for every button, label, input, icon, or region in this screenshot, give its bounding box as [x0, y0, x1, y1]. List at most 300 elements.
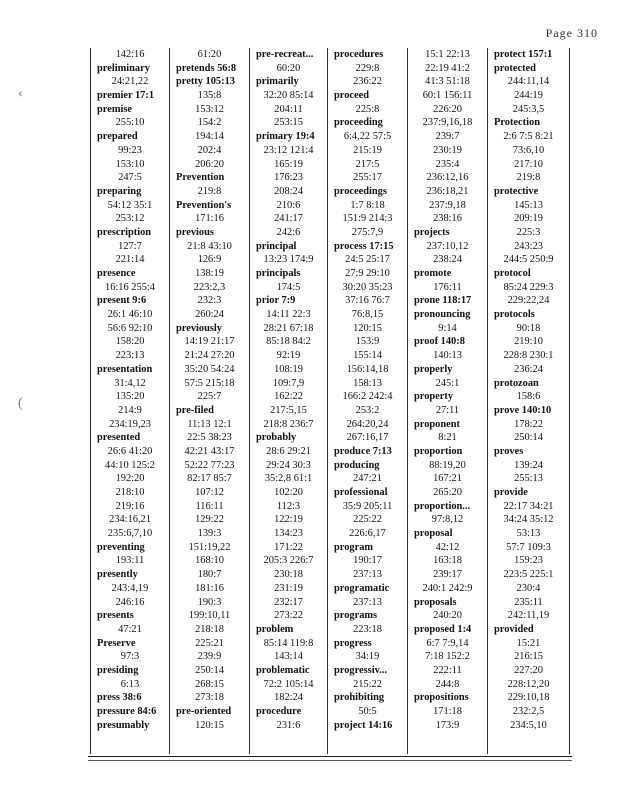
index-reference: 219:10 [514, 336, 543, 348]
index-reference: 165:19 [274, 158, 303, 170]
index-reference: 208:24 [274, 185, 303, 197]
index-reference: 236:22 [353, 76, 382, 88]
index-term: previous [176, 226, 214, 238]
index-reference: 225:8 [355, 103, 380, 115]
index-reference: 41:3 51:18 [425, 76, 470, 88]
index-reference: 29:24 30:3 [266, 459, 311, 471]
index-reference: 35:2,8 61:1 [264, 473, 313, 485]
index-column-1 [91, 48, 169, 754]
index-reference: 57:5 215:18 [184, 377, 235, 389]
index-term: pre-oriented [176, 706, 232, 717]
index-term: proceed [334, 90, 370, 102]
index-reference: 176:23 [274, 172, 303, 184]
index-reference: 73:6,10 [512, 144, 545, 156]
index-reference: 232:3 [197, 295, 222, 307]
index-reference: 171:18 [433, 706, 462, 717]
index-term: prescription [97, 226, 152, 238]
index-reference: 167:21 [433, 473, 462, 485]
index-term: provide [494, 487, 528, 498]
index-reference: 205:3 226:7 [263, 555, 314, 567]
index-reference: 239:7 [435, 131, 460, 143]
index-reference: 155:14 [353, 350, 382, 362]
index-reference: 245:3,5 [512, 103, 545, 115]
index-term: pre-recreat... [256, 49, 314, 60]
index-reference: 246:16 [115, 596, 145, 608]
index-reference: 176:11 [433, 281, 462, 293]
index-term: pretends 56:8 [176, 62, 237, 74]
index-term: presents [97, 610, 134, 622]
index-term: Protection [494, 117, 540, 129]
index-reference: 250:14 [514, 432, 543, 444]
index-term: Preserve [97, 637, 136, 649]
index-reference: 154:2 [197, 117, 222, 129]
index-term: programs [334, 610, 378, 622]
index-column-5 [407, 48, 487, 754]
index-column-2 [169, 48, 249, 754]
index-reference: 53:13 [516, 528, 541, 540]
index-reference: 231:6 [276, 719, 301, 731]
index-reference: 82:17 85:7 [187, 473, 232, 485]
index-reference: 112:3 [276, 500, 301, 512]
index-term: preparing [97, 185, 142, 197]
index-reference: 85:24 229:3 [503, 281, 554, 293]
index-reference: 44:10 125:2 [105, 459, 155, 471]
index-reference: 255:17 [353, 172, 382, 184]
index-reference: 235:6,7,10 [107, 528, 153, 540]
index-reference: 42:21 43:17 [184, 445, 235, 457]
index-reference: 173:9 [435, 719, 460, 731]
index-reference: 225:3 [516, 226, 541, 238]
index-reference: 26:6 41:20 [107, 445, 153, 457]
index-reference: 27:11 [435, 404, 460, 416]
index-reference: 151:9 214:3 [342, 213, 393, 225]
index-term: professional [334, 487, 388, 498]
index-reference: 109:7,9 [272, 377, 305, 389]
index-reference: 237:9,18 [429, 199, 466, 211]
index-reference: 240:1 242:9 [422, 582, 473, 594]
index-reference: 273:18 [195, 692, 224, 704]
index-reference: 253:2 [355, 404, 380, 416]
index-term: protocols [494, 309, 535, 321]
index-term: problem [256, 623, 294, 635]
index-term: promote [414, 268, 452, 279]
index-reference: 24:5 25:17 [345, 254, 390, 266]
index-reference: 151:19,22 [188, 541, 231, 553]
index-term: proposed 1:4 [414, 623, 472, 635]
index-reference: 182:24 [274, 692, 303, 704]
index-term: propositions [414, 692, 469, 704]
index-reference: 230:4 [516, 582, 541, 594]
index-term: presently [97, 569, 138, 581]
index-term: pre-filed [176, 404, 214, 416]
index-reference: 218:18 [195, 623, 224, 635]
index-reference: 22:17 34:21 [503, 500, 554, 512]
index-term: provided [494, 623, 534, 635]
index-term: principals [256, 268, 301, 279]
word-index-table [90, 48, 570, 754]
index-reference: 21:24 27:20 [184, 350, 235, 362]
index-term: protected [494, 62, 536, 74]
index-reference: 217:5 [355, 158, 380, 170]
index-reference: 122:19 [274, 514, 303, 526]
index-reference: 15:1 22:13 [425, 49, 470, 60]
index-term: protective [494, 185, 539, 197]
index-reference: 120:15 [195, 719, 224, 731]
index-reference: 250:14 [195, 664, 224, 676]
index-reference: 35:9 205:11 [342, 500, 393, 512]
index-reference: 230:19 [433, 144, 462, 156]
index-term: proof 140:8 [414, 336, 465, 348]
index-reference: 47:21 [118, 623, 142, 635]
index-term: press 38:6 [97, 692, 142, 704]
index-term: prohibiting [334, 692, 385, 704]
index-reference: 231:19 [274, 582, 303, 594]
index-term: preventing [97, 541, 145, 553]
index-reference: 171:22 [274, 541, 303, 553]
index-reference: 238:16 [433, 213, 462, 225]
index-reference: 1:7 8:18 [350, 199, 385, 211]
index-reference: 174:5 [276, 281, 301, 293]
index-reference: 163:18 [433, 555, 462, 567]
index-reference: 192:20 [115, 473, 145, 485]
index-reference: 158:6 [516, 391, 541, 403]
index-reference: 223:5 225:1 [503, 569, 554, 581]
index-reference: 26:1 46:10 [107, 309, 153, 321]
index-reference: 226:6,17 [349, 528, 386, 540]
index-reference: 245:1 [435, 377, 460, 389]
index-term: principal [256, 240, 297, 252]
index-reference: 242:6 [276, 226, 301, 238]
index-reference: 153:12 [195, 103, 224, 115]
index-reference: 235:4 [435, 158, 460, 170]
index-term: presentation [97, 363, 153, 375]
index-reference: 31:4,12 [114, 377, 146, 389]
index-reference: 21:8 43:10 [187, 240, 232, 252]
index-term: producing [334, 459, 380, 471]
index-reference: 60:20 [276, 62, 301, 74]
index-reference: 166:2 242:4 [342, 391, 393, 403]
index-reference: 228:8 230:1 [503, 350, 554, 362]
index-reference: 223:18 [353, 623, 382, 635]
index-reference: 237:10,12 [426, 240, 469, 252]
index-reference: 178:22 [514, 418, 543, 430]
index-reference: 234:16,21 [109, 514, 151, 526]
index-reference: 229:8 [355, 62, 380, 74]
index-reference: 215:22 [353, 678, 382, 690]
index-term: pressure 84:6 [97, 706, 157, 717]
index-reference: 129:22 [195, 514, 224, 526]
index-reference: 6:13 [120, 678, 140, 690]
index-reference: 225:7 [197, 391, 222, 403]
index-reference: 234:19,23 [109, 418, 151, 430]
index-reference: 204:11 [274, 103, 303, 115]
index-term: primarily [256, 76, 299, 88]
index-reference: 267:16,17 [346, 432, 389, 444]
index-term: present 9:6 [97, 295, 147, 307]
index-reference: 232:17 [274, 596, 303, 608]
index-reference: 72:2 105:14 [263, 678, 314, 690]
index-reference: 102:20 [274, 487, 303, 498]
index-reference: 27:9 29:10 [345, 268, 390, 279]
index-reference: 32:20 85:14 [263, 90, 314, 102]
index-term: premise [97, 103, 133, 115]
index-reference: 194:14 [195, 131, 224, 143]
index-reference: 42:12 [435, 541, 460, 553]
index-term: presiding [97, 664, 139, 676]
index-term: progressiv... [334, 664, 388, 676]
index-reference: 153:10 [115, 158, 145, 170]
index-reference: 134:23 [274, 528, 303, 540]
index-reference: 158:20 [115, 336, 145, 348]
index-term: protozoan [494, 377, 539, 389]
index-reference: 237:9,16,18 [422, 117, 473, 129]
index-column-4 [327, 48, 407, 754]
index-reference: 230:18 [274, 569, 303, 581]
index-reference: 241:17 [274, 213, 303, 225]
index-reference: 229:22,24 [507, 295, 550, 307]
index-term: property [414, 391, 454, 403]
bottom-rule [88, 756, 572, 757]
index-reference: 255:13 [514, 473, 543, 485]
index-column-6 [487, 48, 569, 754]
index-reference: 139:24 [514, 459, 543, 471]
index-reference: 23:12 121:4 [263, 144, 314, 156]
index-reference: 237:13 [353, 596, 382, 608]
margin-hole-mark: ( [18, 396, 23, 411]
index-reference: 145:13 [514, 199, 543, 211]
index-reference: 215:19 [353, 144, 382, 156]
index-term: Prevention's [176, 199, 232, 211]
index-reference: 85:18 84:2 [266, 336, 311, 348]
index-term: prove 140:10 [494, 404, 552, 416]
index-reference: 229:10,18 [507, 692, 550, 704]
index-reference: 30:20 35:23 [342, 281, 393, 293]
index-term: presence [97, 268, 136, 279]
index-reference: 57:7 109:3 [506, 541, 551, 553]
index-reference: 221:14 [115, 254, 145, 266]
index-term: protect 157:1 [494, 49, 553, 60]
index-term: proves [494, 445, 524, 457]
index-reference: 22:19 41:2 [425, 62, 470, 74]
index-reference: 143:14 [274, 651, 303, 663]
index-reference: 190:17 [353, 555, 382, 567]
index-term: proposal [414, 528, 453, 540]
index-reference: 35:20 54:24 [184, 363, 235, 375]
index-term: projects [414, 226, 450, 238]
index-reference: 60:1 156:11 [422, 90, 473, 102]
index-reference: 255:10 [115, 117, 145, 129]
index-reference: 52:22 77:23 [184, 459, 235, 471]
index-reference: 235:11 [514, 596, 543, 608]
index-reference: 126:9 [197, 254, 222, 266]
index-reference: 264:20,24 [346, 418, 389, 430]
index-term: prepared [97, 131, 138, 143]
index-reference: 97:8,12 [431, 514, 464, 526]
index-term: presented [97, 432, 141, 444]
index-reference: 168:10 [195, 555, 224, 567]
index-reference: 217:5,15 [270, 404, 307, 416]
index-reference: 28:6 29:21 [266, 445, 311, 457]
index-reference: 225:21 [195, 637, 224, 649]
index-reference: 218:8 236:7 [263, 418, 314, 430]
page-number: Page 310 [545, 26, 598, 40]
index-term: proposals [414, 596, 457, 608]
index-reference: 14:11 22:3 [266, 309, 311, 321]
index-term: primary 19:4 [256, 131, 315, 143]
index-reference: 180:7 [197, 569, 222, 581]
index-reference: 153:9 [355, 336, 380, 348]
index-term: Prevention [176, 172, 225, 184]
index-reference: 236:18,21 [426, 185, 469, 197]
index-reference: 107:12 [195, 487, 224, 498]
bottom-rule-secondary [88, 760, 572, 761]
margin-hole-mark: ‹ [18, 86, 23, 101]
index-reference: 273:22 [274, 610, 303, 622]
index-term: probably [256, 432, 297, 444]
index-term: procedures [334, 49, 384, 60]
index-reference: 159:23 [514, 555, 543, 567]
index-reference: 214:9 [118, 404, 142, 416]
index-reference: 15:21 [516, 637, 541, 649]
index-reference: 219:8 [197, 185, 222, 197]
index-term: procedure [256, 706, 302, 717]
index-reference: 6:7 7:9,14 [426, 637, 469, 649]
index-term: proceedings [334, 185, 387, 197]
index-reference: 199:10,11 [188, 610, 231, 622]
index-reference: 14:19 21:17 [184, 336, 235, 348]
index-reference: 226:20 [433, 103, 462, 115]
index-reference: 162:22 [274, 391, 303, 403]
index-term: problematic [256, 664, 310, 676]
index-reference: 206:20 [195, 158, 224, 170]
index-reference: 190:3 [197, 596, 222, 608]
index-reference: 239:17 [433, 569, 462, 581]
index-reference: 222:11 [433, 664, 462, 676]
index-reference: 156:14,18 [346, 363, 389, 375]
index-reference: 247:21 [353, 473, 382, 485]
index-reference: 216:15 [514, 651, 543, 663]
index-reference: 202:4 [197, 144, 222, 156]
index-term: prone 118:17 [414, 295, 472, 307]
index-reference: 237:13 [353, 569, 382, 581]
index-term: pronouncing [414, 309, 471, 321]
index-reference: 88:19,20 [429, 459, 466, 471]
index-reference: 34:19 [355, 651, 380, 663]
index-reference: 244:19 [514, 90, 543, 102]
index-reference: 142:16 [115, 49, 145, 60]
index-reference: 268:15 [195, 678, 224, 690]
index-reference: 225:22 [353, 514, 382, 526]
index-reference: 135:8 [197, 90, 222, 102]
index-reference: 275:7,9 [351, 226, 384, 238]
index-reference: 11:13 12:1 [187, 418, 232, 430]
index-reference: 218:10 [115, 487, 145, 498]
index-reference: 56:6 92:10 [107, 322, 153, 334]
index-reference: 97:3 [120, 651, 140, 663]
index-reference: 232:2,5 [512, 706, 545, 717]
index-reference: 243:23 [514, 240, 543, 252]
index-term: premier 17:1 [97, 90, 155, 102]
index-reference: 2:6 7:5 8:21 [503, 131, 554, 143]
index-term: prior 7:9 [256, 295, 296, 307]
index-reference: 181:16 [195, 582, 224, 594]
index-reference: 228:12,20 [507, 678, 550, 690]
index-reference: 13:23 174:9 [263, 254, 314, 266]
index-reference: 253:15 [274, 117, 303, 129]
index-reference: 193:11 [115, 555, 145, 567]
index-term: progress [334, 637, 372, 649]
index-reference: 239:9 [197, 651, 222, 663]
index-term: proponent [414, 418, 461, 430]
index-reference: 85:14 119:8 [263, 637, 314, 649]
index-reference: 238:24 [433, 254, 462, 266]
index-reference: 260:24 [195, 309, 224, 321]
index-reference: 247:5 [118, 172, 142, 184]
index-reference: 28:21 67:18 [263, 322, 314, 334]
index-reference: 171:16 [195, 213, 224, 225]
index-term: program [334, 541, 374, 553]
index-reference: 50:5 [358, 706, 377, 717]
index-column-3 [249, 48, 327, 754]
index-reference: 244:8 [435, 678, 460, 690]
index-reference: 76:8,15 [351, 309, 384, 321]
index-reference: 22:5 38:23 [187, 432, 232, 444]
index-reference: 116:11 [195, 500, 224, 512]
index-reference: 7:18 152:2 [425, 651, 470, 663]
index-reference: 223:13 [115, 350, 145, 362]
index-reference: 6:4,22 57:5 [343, 131, 392, 143]
index-reference: 61:20 [197, 49, 222, 60]
index-reference: 34:24 35:12 [503, 514, 554, 526]
index-reference: 158:13 [353, 377, 382, 389]
index-reference: 209:19 [514, 213, 543, 225]
index-reference: 234:5,10 [510, 719, 547, 731]
index-term: properly [414, 363, 453, 375]
index-term: process 17:15 [334, 240, 394, 252]
index-reference: 8:21 [438, 432, 457, 444]
index-reference: 236:12,16 [426, 172, 469, 184]
index-reference: 138:19 [195, 268, 224, 279]
index-term: presumably [97, 719, 150, 731]
index-reference: 127:7 [118, 240, 142, 252]
index-reference: 236:24 [514, 363, 543, 375]
index-reference: 244:11,14 [507, 76, 550, 88]
index-term: programatic [334, 582, 390, 594]
index-reference: 24:21,22 [111, 76, 149, 88]
index-reference: 223:2,3 [193, 281, 226, 293]
index-reference: 210:6 [276, 199, 301, 211]
index-reference: 139:3 [197, 528, 222, 540]
index-reference: 120:15 [353, 322, 382, 334]
index-reference: 108:19 [274, 363, 303, 375]
index-term: previously [176, 322, 222, 334]
index-reference: 140:13 [433, 350, 462, 362]
index-term: protocol [494, 268, 531, 279]
index-reference: 54:12 35:1 [107, 199, 153, 211]
index-reference: 265:20 [433, 487, 462, 498]
index-reference: 243:4,19 [111, 582, 149, 594]
index-reference: 244:5 250:9 [503, 254, 554, 266]
index-term: proportion [414, 445, 463, 457]
index-reference: 219:16 [115, 500, 145, 512]
index-term: proportion... [414, 500, 471, 512]
index-term: pretty 105:13 [176, 76, 235, 88]
index-reference: 92:19 [276, 350, 301, 362]
index-term: project 14:16 [334, 719, 393, 731]
index-term: produce 7:13 [334, 445, 392, 457]
index-reference: 242:11,19 [507, 610, 550, 622]
index-term: preliminary [97, 62, 150, 74]
